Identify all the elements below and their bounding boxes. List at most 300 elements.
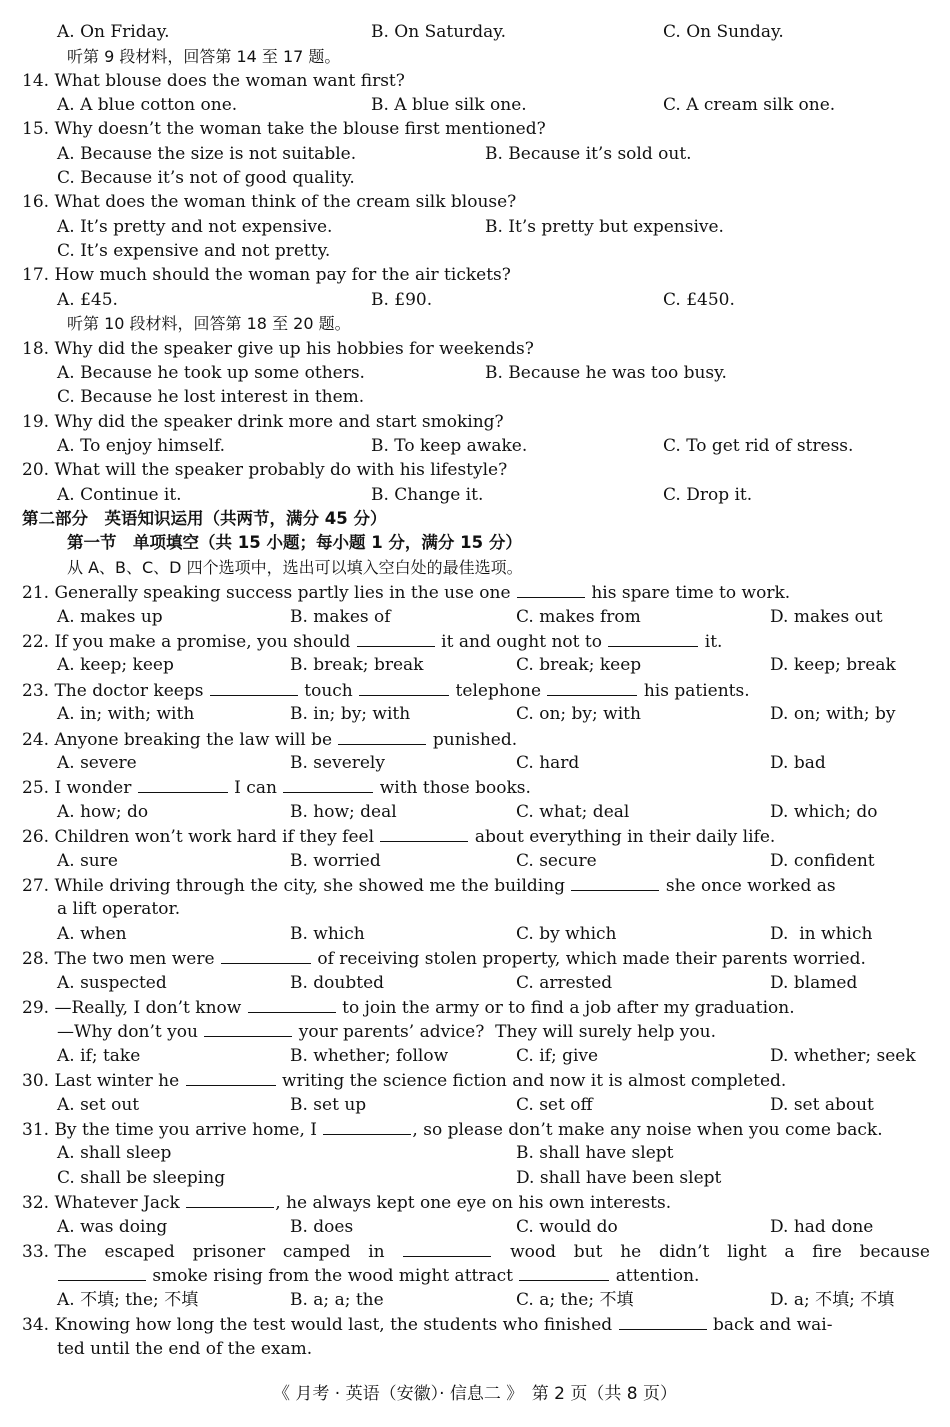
line-text: C. by which [516, 924, 617, 944]
line-text: but [573, 1242, 603, 1262]
answer-blank [204, 1019, 292, 1037]
answer-blank [608, 629, 698, 647]
line-text: A. keep; keep [57, 655, 174, 675]
line-segment [57, 897, 180, 921]
line-text: B. doubted [290, 973, 385, 993]
line-text: C. what; deal [516, 802, 630, 822]
text-line [0, 605, 950, 629]
line-text: 27. While driving through the city, she showed me the building [22, 876, 571, 896]
line-segment [57, 1337, 312, 1361]
line-text: D. had done [770, 1217, 874, 1237]
line-segment [22, 824, 775, 849]
line-text: D. keep; break [770, 655, 896, 675]
line-segment [22, 1068, 786, 1093]
line-text: 14. What blouse does the woman want first? [22, 71, 405, 91]
line-text: B. a; a; the [290, 1290, 384, 1310]
line-text: B. Because he was too busy. [485, 363, 727, 383]
line-text: telephone [450, 681, 547, 701]
text-line [0, 1093, 950, 1117]
answer-blank [338, 727, 426, 745]
line-text: B. set up [290, 1095, 367, 1115]
line-text: A. if; take [57, 1046, 141, 1066]
line-segment [290, 702, 410, 726]
text-line [0, 385, 950, 409]
line-segment [516, 849, 597, 873]
line-text: D. on; with; by [770, 704, 896, 724]
line-segment [22, 946, 866, 971]
line-text: B. whether; follow [290, 1046, 449, 1066]
text-line [0, 1117, 950, 1141]
answer-blank [58, 1263, 146, 1281]
line-segment [57, 483, 182, 507]
line-segment [22, 995, 795, 1020]
line-text: 31. By the time you arrive home, I [22, 1120, 323, 1140]
line-text: D. which; do [770, 802, 878, 822]
line-segment [57, 434, 225, 458]
line-segment [57, 922, 127, 946]
text-line [0, 1239, 950, 1263]
line-segment [770, 1093, 874, 1117]
line-text: in [368, 1242, 385, 1262]
text-line [0, 1288, 950, 1312]
line-segment [770, 702, 896, 726]
line-segment [290, 922, 365, 946]
line-text: touch [298, 681, 359, 701]
text-line [0, 361, 950, 385]
answer-blank [283, 775, 373, 793]
line-text: D. shall have been slept [516, 1168, 722, 1188]
line-text: C. would do [516, 1217, 618, 1237]
line-segment [22, 507, 386, 531]
line-text: 从 A、B、C、D 四个选项中，选出可以填入空白处的最佳选项。 [67, 558, 523, 577]
text-line [0, 312, 950, 336]
line-segment [22, 1117, 883, 1142]
line-text: 34. Knowing how long the test would last, the students who finished [22, 1315, 618, 1335]
line-text: 19. Why did the speaker drink more and start smoking? [22, 412, 504, 432]
line-text: C. set off [516, 1095, 593, 1115]
line-segment [22, 337, 534, 361]
page-footer [0, 1382, 950, 1406]
line-text: 20. What will the speaker probably do with his lifestyle? [22, 460, 508, 480]
answer-blank [186, 1190, 274, 1208]
text-line [0, 800, 950, 824]
line-text: D. confident [770, 851, 875, 871]
line-text: to join the army or to find a job after my graduation. [336, 998, 795, 1018]
line-segment [57, 751, 137, 775]
text-line [0, 1141, 950, 1165]
line-text: B. Change it. [371, 485, 484, 505]
line-segment [290, 800, 397, 824]
line-segment [57, 1093, 139, 1117]
line-text: his spare time to work. [585, 583, 791, 603]
line-text: B. how; deal [290, 802, 397, 822]
line-text: I can [228, 778, 283, 798]
text-line [0, 69, 950, 93]
line-text: B. On Saturday. [371, 22, 507, 42]
line-segment [516, 1166, 721, 1190]
line-segment [663, 93, 835, 117]
line-text: C. if; give [516, 1046, 599, 1066]
line-segment [516, 702, 641, 726]
line-text: A. To enjoy himself. [57, 436, 226, 456]
line-text: ted until the end of the exam. [57, 1339, 313, 1359]
line-text: 32. Whatever Jack [22, 1193, 186, 1213]
line-text: it and ought not to [435, 632, 608, 652]
line-segment [290, 1093, 366, 1117]
line-text: C. shall be sleeping [57, 1168, 226, 1188]
line-segment [485, 361, 727, 385]
line-text: A. was doing [57, 1217, 168, 1237]
line-text: B. does [290, 1217, 354, 1237]
line-text: camped [282, 1242, 351, 1262]
text-line [0, 531, 950, 555]
line-segment [22, 775, 531, 800]
line-text: B. break; break [290, 655, 424, 675]
answer-blank [380, 824, 468, 842]
line-segment [290, 751, 385, 775]
line-segment [22, 678, 750, 703]
line-text: , he always kept one eye on his own interests. [275, 1193, 672, 1213]
line-text: A. Because the size is not suitable. [57, 144, 357, 164]
line-segment [290, 971, 384, 995]
line-segment [770, 971, 857, 995]
text-line [0, 458, 950, 482]
line-segment [57, 288, 118, 312]
line-segment [22, 263, 511, 287]
line-text: B. A blue silk one. [371, 95, 527, 115]
line-text: 17. How much should the woman pay for the air tickets? [22, 265, 511, 285]
line-text: B. in; by; with [290, 704, 411, 724]
line-segment [57, 1215, 167, 1239]
line-segment [22, 873, 836, 898]
line-text: wood [510, 1242, 557, 1262]
line-text: A. makes up [57, 607, 163, 627]
answer-blank [186, 1068, 276, 1086]
text-line [0, 239, 950, 263]
line-text: because [859, 1242, 930, 1262]
text-line [0, 1215, 950, 1239]
line-text: A. suspected [57, 973, 167, 993]
line-text: 22. If you make a promise, you should [22, 632, 356, 652]
line-text: escaped [104, 1242, 175, 1262]
line-segment [485, 215, 724, 239]
line-segment [22, 69, 405, 93]
text-line [0, 775, 950, 799]
line-text: D. blamed [770, 973, 858, 993]
line-text: C. a; the; 不填 [516, 1290, 634, 1310]
line-text: about everything in their daily life. [469, 827, 776, 847]
answer-blank [323, 1117, 411, 1135]
line-text: it. [699, 632, 723, 652]
line-text: she once worked as [660, 876, 836, 896]
text-line [0, 824, 950, 848]
line-segment [57, 1263, 699, 1288]
text-line [0, 1337, 950, 1361]
line-text: A. shall sleep [57, 1143, 172, 1163]
text-line [0, 1166, 950, 1190]
text-line [0, 190, 950, 214]
line-text: 23. The doctor keeps [22, 681, 209, 701]
answer-blank [210, 678, 298, 696]
line-segment [22, 1190, 671, 1215]
line-text: 16. What does the woman think of the cream silk blouse? [22, 192, 517, 212]
text-line [0, 1263, 950, 1287]
line-text: B. It’s pretty but expensive. [485, 217, 724, 237]
line-segment [371, 20, 506, 44]
line-segment [770, 653, 896, 677]
line-segment [770, 751, 826, 775]
line-segment [770, 605, 883, 629]
line-text: D. bad [770, 753, 826, 773]
line-segment [770, 800, 878, 824]
text-line [0, 922, 950, 946]
text-line [0, 263, 950, 287]
line-text: 18. Why did the speaker give up his hobbies for weekends? [22, 339, 534, 359]
line-text: 28. The two men were [22, 949, 220, 969]
text-line [0, 93, 950, 117]
line-text: of receiving stolen property, which made their parents worried. [311, 949, 866, 969]
line-text: C. hard [516, 753, 580, 773]
line-segment [57, 971, 167, 995]
line-segment [516, 1215, 618, 1239]
line-text: A. Continue it. [57, 485, 182, 505]
line-text: C. Drop it. [663, 485, 753, 505]
line-segment [770, 1215, 873, 1239]
line-segment [57, 605, 163, 629]
line-segment [663, 20, 784, 44]
answer-blank [357, 629, 435, 647]
line-segment [57, 166, 355, 190]
line-segment [371, 288, 432, 312]
text-line [0, 45, 950, 69]
answer-blank [619, 1312, 707, 1330]
line-text: D. whether; seek [770, 1046, 916, 1066]
line-segment [57, 1019, 716, 1044]
answer-blank [517, 580, 585, 598]
line-segment [371, 483, 483, 507]
text-line [0, 142, 950, 166]
line-text: 21. Generally speaking success partly lies in the use one [22, 583, 516, 603]
text-line [0, 410, 950, 434]
line-segment [770, 849, 875, 873]
text-line [0, 995, 950, 1019]
line-text: C. A cream silk one. [663, 95, 836, 115]
answer-blank [248, 995, 336, 1013]
line-text: B. which [290, 924, 365, 944]
line-text: punished. [427, 730, 518, 750]
line-text: C. on; by; with [516, 704, 641, 724]
line-text: C. To get rid of stress. [663, 436, 854, 456]
line-text: 第一节 单项填空（共 15 小题；每小题 1 分，满分 15 分） [67, 533, 522, 552]
text-line [0, 434, 950, 458]
line-segment [290, 1215, 353, 1239]
line-text: a lift operator. [57, 899, 181, 919]
line-segment [57, 385, 364, 409]
text-line [0, 1068, 950, 1092]
line-segment [663, 434, 853, 458]
line-text: he [620, 1242, 642, 1262]
line-text: A. 不填; the; 不填 [57, 1290, 199, 1310]
line-text: B. To keep awake. [371, 436, 528, 456]
line-text: A. when [57, 924, 127, 944]
text-line [0, 678, 950, 702]
line-text: with those books. [374, 778, 531, 798]
text-line [0, 337, 950, 361]
footer-text: 《 月考 · 英语（安徽）· 信息二 》 第 2 页（共 8 页） [272, 1384, 678, 1404]
line-segment [290, 1044, 448, 1068]
line-segment [57, 1288, 198, 1312]
line-segment [290, 1288, 384, 1312]
answer-blank [221, 946, 311, 964]
line-segment [516, 1044, 598, 1068]
line-text: A. £45. [57, 290, 118, 310]
line-text: A. severe [57, 753, 137, 773]
line-text: fire [812, 1242, 842, 1262]
line-text: 听第 9 段材料，回答第 14 至 17 题。 [67, 47, 341, 66]
line-text: B. severely [290, 753, 385, 773]
line-text: D. in which [770, 924, 873, 944]
line-text: A. A blue cotton one. [57, 95, 238, 115]
line-segment [57, 239, 330, 263]
line-text: A. set out [57, 1095, 140, 1115]
answer-blank [547, 678, 637, 696]
text-line [0, 946, 950, 970]
line-text: C. makes from [516, 607, 641, 627]
line-text: 第二部分 英语知识运用（共两节，满分 45 分） [22, 509, 387, 528]
line-segment [57, 800, 148, 824]
line-segment [371, 434, 527, 458]
answer-blank [571, 873, 659, 891]
line-segment [516, 1141, 673, 1165]
line-text: B. makes of [290, 607, 391, 627]
line-text: A. sure [57, 851, 118, 871]
text-line [0, 556, 950, 580]
line-segment [67, 312, 351, 336]
line-text: B. Because it’s sold out. [485, 144, 692, 164]
text-line [0, 117, 950, 141]
text-line [0, 483, 950, 507]
line-segment [57, 1141, 171, 1165]
line-segment [22, 629, 722, 654]
line-text: C. Because he lost interest in them. [57, 387, 365, 407]
text-line [0, 1312, 950, 1336]
line-segment [67, 556, 523, 580]
text-line [0, 971, 950, 995]
line-segment [57, 20, 170, 44]
line-segment [663, 288, 735, 312]
line-text: B. worried [290, 851, 381, 871]
line-segment [290, 653, 423, 677]
text-line [0, 507, 950, 531]
line-segment [770, 1044, 916, 1068]
line-text: writing the science fiction and now it is almost completed. [276, 1071, 787, 1091]
line-segment [516, 800, 629, 824]
line-text: D. makes out [770, 607, 883, 627]
line-text: 听第 10 段材料，回答第 18 至 20 题。 [67, 314, 351, 333]
line-segment [57, 215, 332, 239]
line-segment [485, 142, 692, 166]
line-segment [67, 531, 522, 555]
line-segment [57, 1044, 140, 1068]
answer-blank [403, 1239, 491, 1257]
line-segment [663, 483, 752, 507]
line-segment [516, 1288, 633, 1312]
text-line [0, 1044, 950, 1068]
line-text: C. £450. [663, 290, 735, 310]
line-text: C. break; keep [516, 655, 642, 675]
line-text: 24. Anyone breaking the law will be [22, 730, 338, 750]
line-text: B. £90. [371, 290, 433, 310]
line-text: light [727, 1242, 767, 1262]
line-segment [516, 605, 641, 629]
line-text: A. On Friday. [57, 22, 170, 42]
line-segment [516, 922, 617, 946]
text-line [0, 166, 950, 190]
line-text: a [784, 1242, 795, 1262]
line-text: prisoner [192, 1242, 266, 1262]
line-text: C. arrested [516, 973, 613, 993]
line-text: C. Because it’s not of good quality. [57, 168, 355, 188]
text-line [0, 897, 950, 921]
line-text: 33. The [22, 1242, 87, 1262]
line-segment [57, 93, 237, 117]
line-segment [22, 1312, 832, 1337]
line-segment [57, 702, 194, 726]
line-text: didn’t [658, 1242, 710, 1262]
line-text: C. On Sunday. [663, 22, 784, 42]
line-segment [290, 605, 391, 629]
answer-blank [519, 1263, 609, 1281]
text-line [0, 1190, 950, 1214]
text-line [0, 215, 950, 239]
line-segment [22, 458, 507, 482]
line-segment [57, 142, 356, 166]
line-segment [57, 361, 365, 385]
line-text: A. It’s pretty and not expensive. [57, 217, 333, 237]
line-segment [22, 410, 504, 434]
text-line [0, 849, 950, 873]
line-text: , so please don’t make any noise when you come back. [412, 1120, 883, 1140]
line-segment [22, 580, 790, 605]
line-segment [22, 117, 546, 141]
line-segment [770, 922, 872, 946]
line-text: C. It’s expensive and not pretty. [57, 241, 331, 261]
line-text: D. set about [770, 1095, 874, 1115]
text-line [0, 873, 950, 897]
line-text: D. a; 不填; 不填 [770, 1290, 895, 1310]
line-text: smoke rising from the wood might attract [147, 1266, 519, 1286]
line-segment [516, 971, 612, 995]
line-text: C. secure [516, 851, 597, 871]
line-segment [290, 849, 381, 873]
text-line [0, 653, 950, 677]
answer-blank [138, 775, 228, 793]
text-line [0, 751, 950, 775]
text-line [0, 20, 950, 44]
line-text: B. shall have slept [516, 1143, 674, 1163]
text-line [0, 702, 950, 726]
text-line [0, 727, 950, 751]
text-line [0, 1019, 950, 1043]
answer-blank [359, 678, 449, 696]
line-text: his patients. [638, 681, 750, 701]
line-text: 30. Last winter he [22, 1071, 185, 1091]
line-segment [57, 1166, 225, 1190]
line-segment [67, 45, 340, 69]
line-segment [371, 93, 527, 117]
text-line [0, 580, 950, 604]
line-segment [516, 1093, 593, 1117]
